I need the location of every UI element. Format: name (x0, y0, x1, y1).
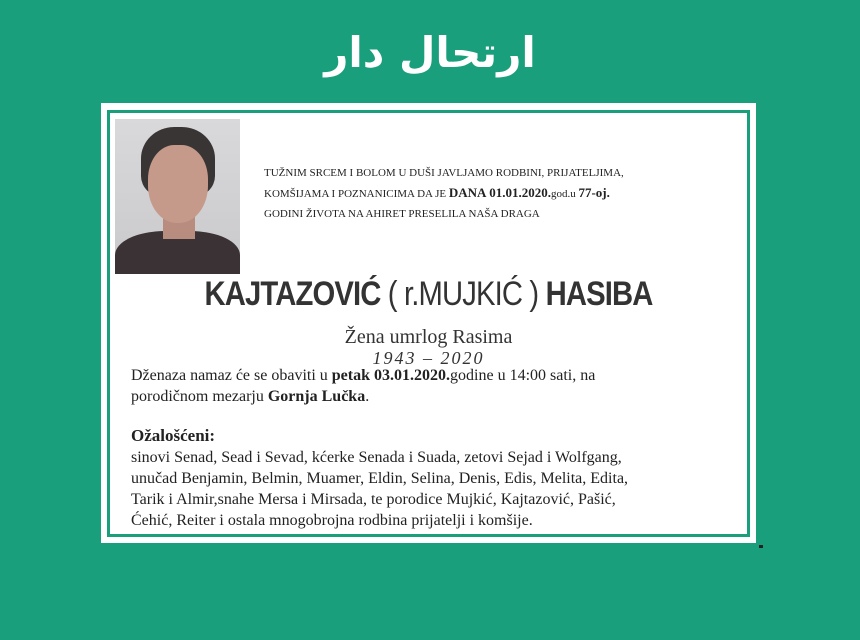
funeral-middle: godine u 14:00 sati, na (450, 367, 596, 384)
arabic-calligraphy-title: ارتحال دار (324, 28, 536, 77)
intro-line-2 (264, 183, 704, 204)
intro-text (264, 163, 704, 224)
dana-label: DANA (448, 185, 487, 200)
surname: KAJTAZOVIĆ (204, 275, 381, 313)
funeral-suffix: . (365, 388, 370, 405)
mourners-line-2: unučad Benjamin, Belmin, Muamer, Eldin, Selina, Denis, Edis, Melita, Edita, (131, 470, 629, 487)
intro-line-2-prefix: KOMŠIJAMA I POZNANICIMA DA JE (264, 188, 447, 200)
mourners-line-4: Ćehić, Reiter i ostala mnogobrojna rodbina prijatelji i komšije. (131, 512, 533, 529)
deceased-photo (115, 119, 240, 274)
mourners-title: Ožalošćeni: (131, 426, 216, 445)
mourners-line-1: sinovi Senad, Sead i Sevad, kćerke Senada i Suada, zetovi Sejad i Wolfgang, (131, 449, 622, 466)
life-years: 1943 – 2020 (372, 348, 485, 368)
funeral-line-1 (131, 365, 721, 386)
photo-face (148, 145, 208, 223)
relation-line: Žena umrlog Rasima (344, 326, 513, 348)
funeral-line-2-prefix: porodičnom mezarju (131, 388, 264, 405)
death-date: 01.01.2020. (489, 185, 551, 200)
deceased-name (147, 275, 710, 314)
mourners-list (131, 447, 731, 531)
maiden-name: ( r.MUJKIĆ ) (387, 275, 539, 313)
god-label: god.u (550, 188, 576, 200)
intro-line-3: GODINI ŽIVOTA NA AHIRET PRESELILA NAŠA DRAGA (264, 208, 540, 220)
intro-line-1: TUŽNIM SRCEM I BOLOM U DUŠI JAVLJAMO RODBINI, PRIJATELJIMA, (264, 167, 624, 179)
funeral-prefix: Dženaza namaz će se obaviti u (131, 367, 328, 384)
stray-mark (759, 545, 763, 548)
first-name: HASIBA (545, 275, 653, 313)
funeral-day-date: petak 03.01.2020. (331, 367, 451, 384)
funeral-line-2 (131, 386, 721, 407)
mourners-line-3: Tarik i Almir,snahe Mersa i Mirsada, te porodice Mujkić, Kajtazović, Pašić, (131, 491, 616, 508)
funeral-place: Gornja Lučka (267, 388, 366, 405)
funeral-details (131, 365, 721, 407)
obituary-notice (101, 103, 756, 543)
age: 77-oj. (578, 185, 610, 200)
